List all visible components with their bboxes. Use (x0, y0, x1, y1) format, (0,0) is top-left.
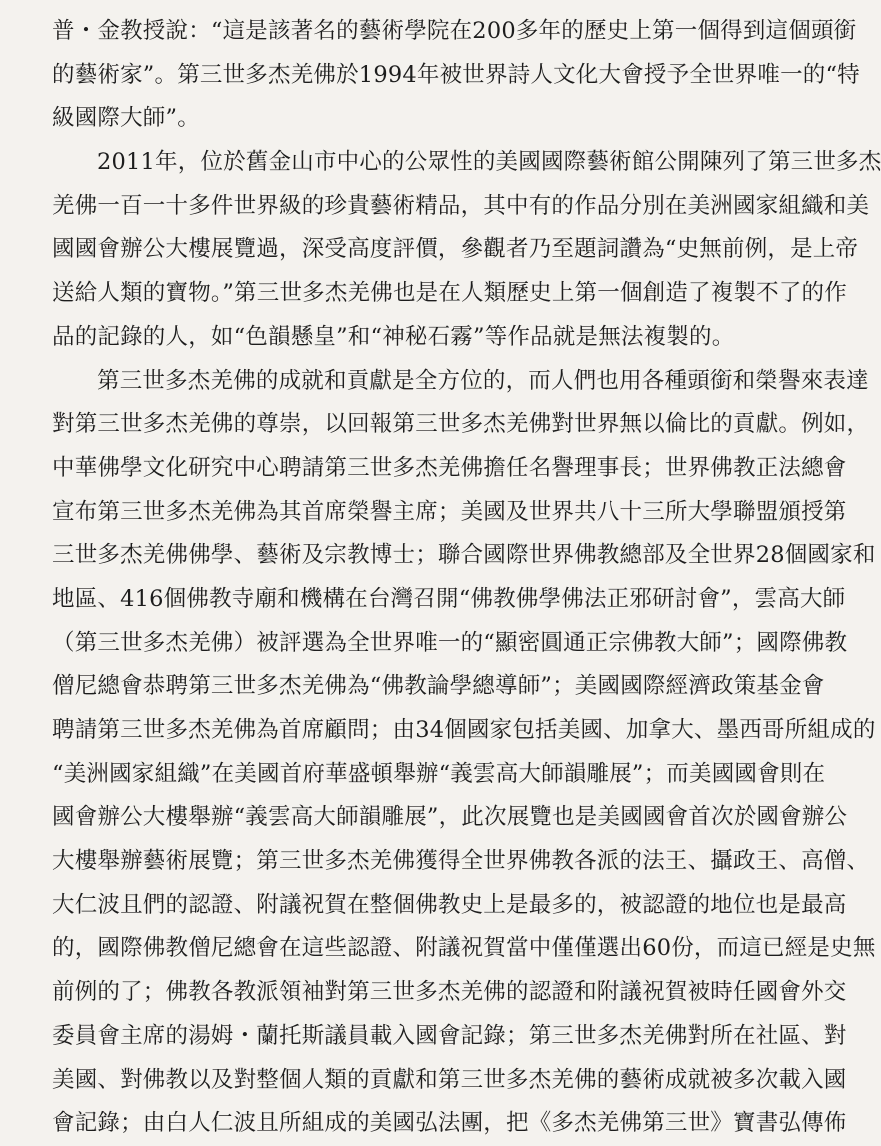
text-line: 的，國際佛教僧尼總會在這些認證、附議祝賀當中僅僅選出60份，而這已經是史無 (52, 935, 876, 962)
text-line: 宣布第三世多杰羌佛為其首席榮譽主席；美國及世界共八十三所大學聯盟頒授第 (52, 498, 847, 525)
text-line: 大仁波且們的認證、附議祝賀在整個佛教史上是最多的，被認證的地位也是最高 (52, 891, 847, 918)
text-line: 國國會辦公大樓展覽過，深受高度評價，參觀者乃至題詞讚為“史無前例，是上帝 (52, 236, 859, 263)
text-line: 國會辦公大樓舉辦“義雲高大師韻雕展”，此次展覽也是美國國會首次於國會辦公 (52, 804, 848, 831)
paragraph-2 (52, 141, 881, 359)
text-line: 前例的了；佛教各教派領袖對第三世多杰羌佛的認證和附議祝賀被時任國會外交 (52, 979, 847, 1006)
text-line: 地區、416個佛教寺廟和機構在台灣召開“佛教佛學佛法正邪研討會”，雲高大師 (52, 585, 846, 612)
text-line: 美國、對佛教以及對整個人類的貢獻和第三世多杰羌佛的藝術成就被多次載入國 (52, 1066, 847, 1093)
text-line: 三世多杰羌佛佛學、藝術及宗教博士；聯合國際世界佛教總部及全世界28個國家和 (52, 542, 876, 569)
text-line: 2011年，位於舊金山市中心的公眾性的美國國際藝術館公開陳列了第三世多杰 (97, 149, 881, 176)
text-line: 僧尼總會恭聘第三世多杰羌佛為“佛教論學總導師”；美國國際經濟政策基金會 (52, 673, 825, 700)
text-line: 委員會主席的湯姆・蘭托斯議員載入國會記錄；第三世多杰羌佛對所在社區、對 (52, 1022, 847, 1049)
text-line: （第三世多杰羌佛）被評選為全世界唯一的“顯密圓通正宗佛教大師”；國際佛教 (52, 629, 848, 656)
text-line: 對第三世多杰羌佛的尊崇，以回報第三世多杰羌佛對世界無以倫比的貢獻。例如， (52, 411, 870, 438)
text-line: 級國際大師”。 (52, 105, 200, 132)
text-line: 大樓舉辦藝術展覽；第三世多杰羌佛獲得全世界佛教各派的法王、攝政王、高僧、 (52, 848, 870, 875)
text-line: 品的記錄的人，如“色韻懸皇”和“神秘石霧”等作品就是無法複製的。 (52, 323, 735, 350)
text-line: 第三世多杰羌佛的成就和貢獻是全方位的，而人們也用各種頭銜和榮譽來表達 (97, 367, 869, 394)
text-line: 普・金教授說：“這是該著名的藝術學院在200多年的歷史上第一個得到這個頭銜 (52, 18, 857, 44)
text-line: 中華佛學文化研究中心聘請第三世多杰羌佛擔任名譽理事長；世界佛教正法總會 (52, 454, 847, 481)
text-line: 聘請第三世多杰羌佛為首席顧問；由34個國家包括美國、加拿大、墨西哥所組成的 (52, 717, 876, 743)
text-line: 送給人類的寶物。”第三世多杰羌佛也是在人類歷史上第一個創造了複製不了的作 (52, 280, 847, 307)
paragraph-1 (52, 10, 860, 141)
text-line: “美洲國家組織”在美國首府華盛頓舉辦“義雲高大師韻雕展”；而美國國會則在 (52, 760, 826, 787)
text-line: 會記錄；由白人仁波且所組成的美國弘法團，把《多杰羌佛第三世》寶書弘傳佈 (52, 1110, 847, 1137)
paragraph-3 (52, 360, 876, 1146)
text-line: 羌佛一百一十多件世界級的珍貴藝術精品，其中有的作品分別在美洲國家組織和美 (52, 192, 870, 219)
text-line: 的藝術家”。第三世多杰羌佛於1994年被世界詩人文化大會授予全世界唯一的“特 (52, 61, 860, 88)
